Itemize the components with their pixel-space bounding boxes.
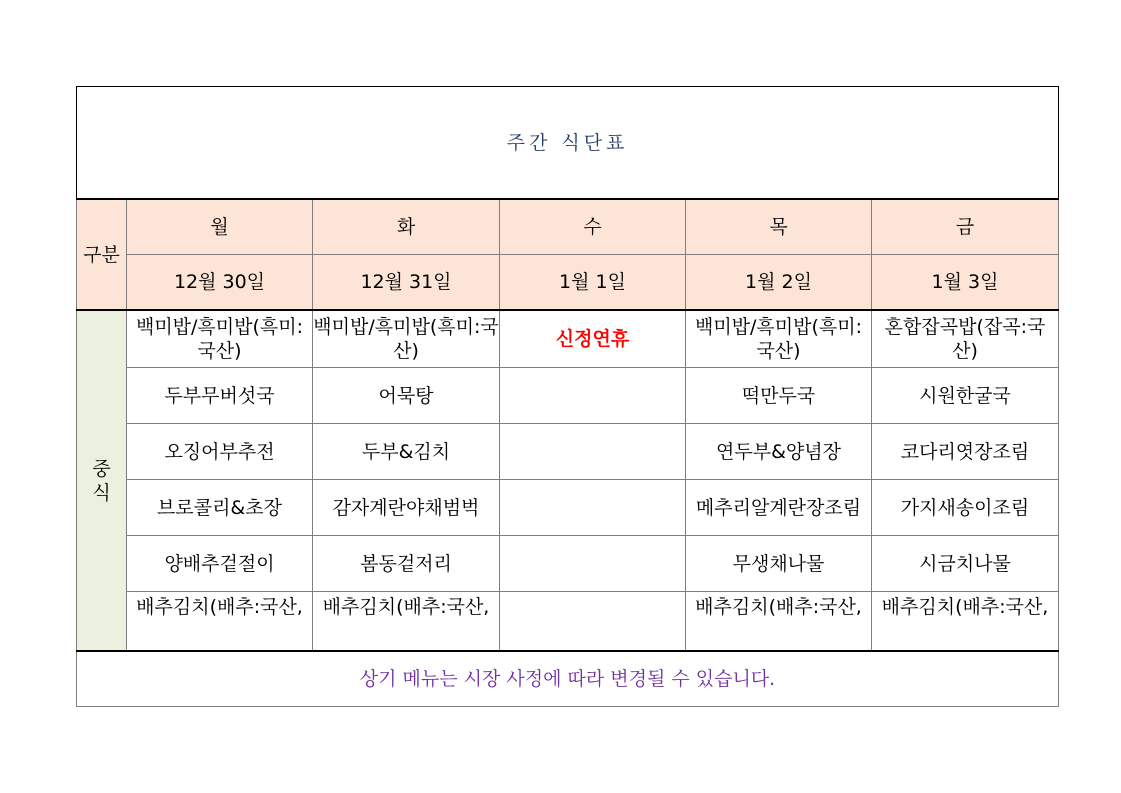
day-header-mon: 월: [127, 199, 313, 255]
menu-cell-mon-side2: 양배추겉절이: [127, 536, 313, 592]
menu-cell-tue-kimchi: [313, 592, 500, 652]
menu-cell-fri-soup: 시원한굴국: [872, 368, 1059, 424]
menu-cell-fri-side1: 가지새송이조림: [872, 480, 1059, 536]
kimchi-text-thu: 배추김치(배추:국산,: [695, 596, 862, 618]
weekly-menu-table: [76, 86, 1059, 707]
menu-cell-fri-rice: 혼합잡곡밥(잡곡:국산): [872, 310, 1059, 368]
menu-cell-fri-side2: 시금치나물: [872, 536, 1059, 592]
menu-cell-tue-rice: 백미밥/흑미밥(흑미:국산): [313, 310, 500, 368]
kimchi-text-fri: 배추김치(배추:국산,: [881, 596, 1049, 618]
day-header-wed: 수: [500, 199, 686, 255]
menu-cell-mon-rice: 백미밥/흑미밥(흑미:국산): [127, 310, 313, 368]
menu-cell-tue-side2: 봄동겉저리: [313, 536, 500, 592]
menu-cell-thu-side1: 메추리알계란장조림: [686, 480, 872, 536]
menu-cell-mon-soup: 두부무버섯국: [127, 368, 313, 424]
menu-cell-mon-side1: 브로콜리&초장: [127, 480, 313, 536]
menu-cell-fri-main: 코다리엿장조림: [872, 424, 1059, 480]
date-header-wed: 1월 1일: [500, 255, 686, 311]
menu-cell-wed-kimchi: [500, 592, 686, 652]
menu-cell-wed-main: [500, 424, 686, 480]
menu-cell-mon-kimchi: [127, 592, 313, 652]
menu-cell-tue-soup: 어묵탕: [313, 368, 500, 424]
menu-cell-wed-side2: [500, 536, 686, 592]
menu-cell-thu-kimchi: [686, 592, 872, 652]
menu-cell-tue-side1: 감자계란야채범벅: [313, 480, 500, 536]
day-header-fri: 금: [872, 199, 1059, 255]
lunch-label-bottom: 식: [92, 481, 111, 504]
menu-cell-thu-main: 연두부&양념장: [686, 424, 872, 480]
day-header-thu: 목: [686, 199, 872, 255]
kimchi-text-mon: 배추김치(배추:국산,: [136, 596, 303, 618]
kimchi-text-tue: 배추김치(배추:국산,: [322, 596, 490, 618]
menu-cell-thu-rice: 백미밥/흑미밥(흑미:국산): [686, 310, 872, 368]
date-header-fri: 1월 3일: [872, 255, 1059, 311]
holiday-label: 신정연휴: [500, 310, 686, 368]
menu-cell-fri-kimchi: [872, 592, 1059, 652]
menu-cell-wed-side1: [500, 480, 686, 536]
kimchi-text-wed: [500, 592, 685, 650]
menu-cell-thu-side2: 무생채나물: [686, 536, 872, 592]
notice-text: 상기 메뉴는 시장 사정에 따라 변경될 수 있습니다.: [77, 651, 1059, 707]
category-header: 구분: [77, 199, 127, 310]
menu-cell-wed-soup: [500, 368, 686, 424]
menu-cell-tue-main: 두부&김치: [313, 424, 500, 480]
date-header-mon: 12월 30일: [127, 255, 313, 311]
menu-cell-thu-soup: 떡만두국: [686, 368, 872, 424]
menu-cell-mon-main: 오징어부추전: [127, 424, 313, 480]
lunch-label-top: 중: [92, 457, 111, 480]
lunch-category-label: [77, 310, 127, 651]
page-title: 주간 식단표: [77, 87, 1059, 200]
date-header-tue: 12월 31일: [313, 255, 500, 311]
date-header-thu: 1월 2일: [686, 255, 872, 311]
day-header-tue: 화: [313, 199, 500, 255]
